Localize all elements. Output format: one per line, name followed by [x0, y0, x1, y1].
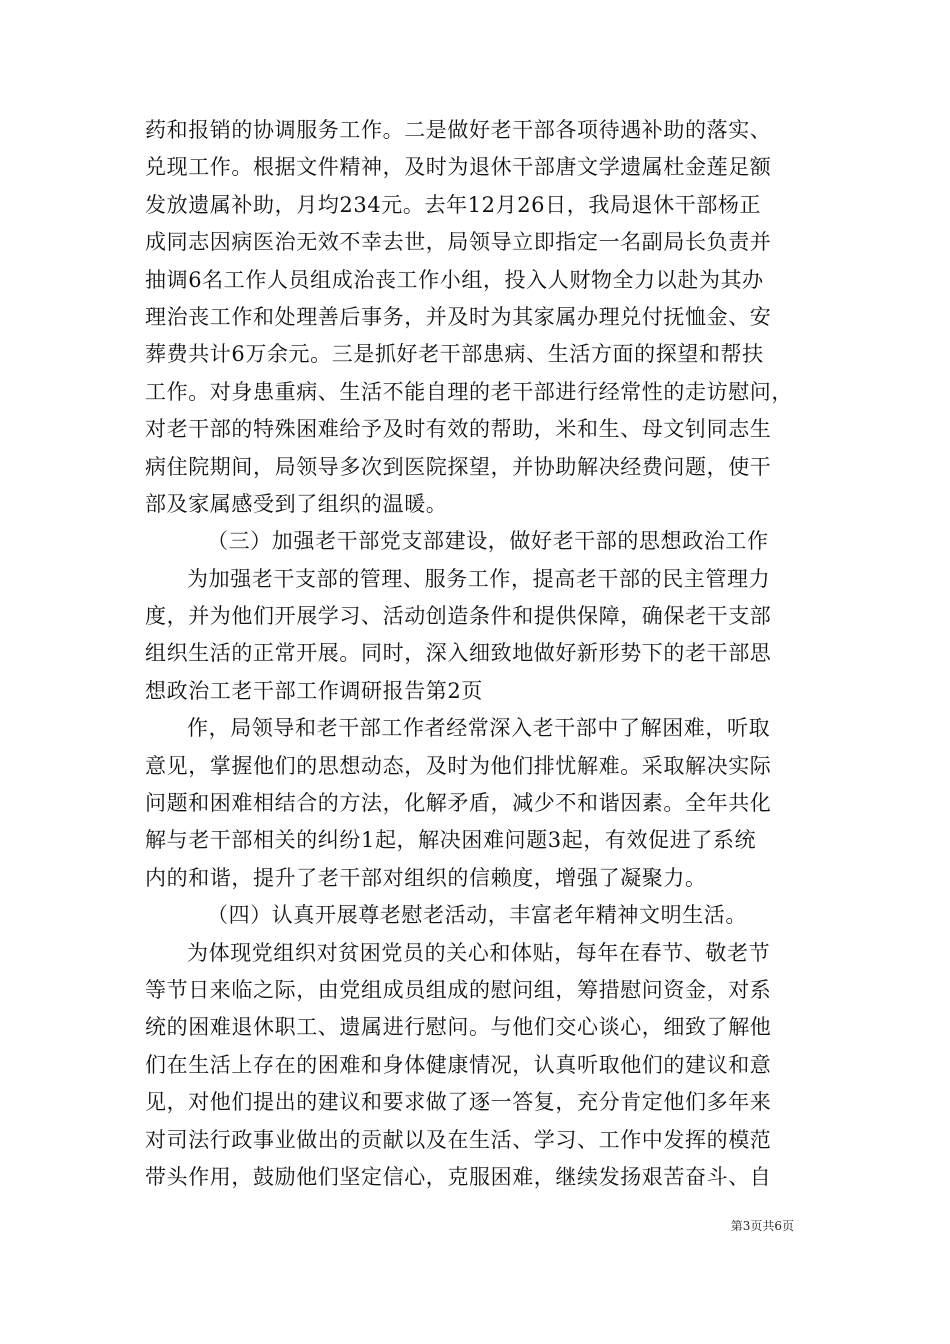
text-line: 意见，掌握他们的思想动态，及时为他们排忧解难。采取解决实际 — [145, 753, 772, 778]
text-line: 葬费共计6万余元。三是抓好老干部患病、生活方面的探望和帮扶 — [145, 342, 764, 367]
text-line: 药和报销的协调服务工作。二是做好老干部各项待遇补助的落实、 — [145, 118, 772, 142]
text-line: 部及家属感受到了组织的温暖。 — [145, 491, 448, 516]
text-line: 们在生活上存在的困难和身体健康情况，认真听取他们的建议和意 — [145, 1052, 772, 1077]
text-line: 抽调6名工作人员组成治丧工作小组，投入人财物全力以赴为其办 — [145, 267, 764, 292]
text-line: 成同志因病医治无效不幸去世，局领导立即指定一名副局长负责并 — [145, 230, 772, 255]
text-line: 带头作用，鼓励他们坚定信心，克服困难，继续发扬艰苦奋斗、自 — [145, 1164, 772, 1189]
text-line: 等节日来临之际，由党组成员组成的慰问组，筹措慰问资金，对系 — [145, 977, 772, 1002]
text-line: 工作。对身患重病、生活不能自理的老干部进行经常性的走访慰问， — [145, 379, 793, 404]
paragraph-first-line: 为加强老干支部的管理、服务工作，提高老干部的民主管理力 — [187, 566, 771, 591]
text-line: 问题和困难相结合的方法，化解矛盾，减少不和谐因素。全年共化 — [145, 791, 772, 816]
text-line: 内的和谐，提升了老干部对组织的信赖度，增强了凝聚力。 — [145, 865, 707, 890]
text-line: 对老干部的特殊困难给予及时有效的帮助，米和生、母文钊同志生 — [145, 417, 772, 442]
text-line: 对司法行政事业做出的贡献以及在生活、学习、工作中发挥的模范 — [145, 1127, 772, 1152]
text-line: 兑现工作。根据文件精神，及时为退休干部唐文学遗属杜金莲足额 — [145, 155, 772, 180]
text-line: 度，并为他们开展学习、活动创造条件和提供保障，确保老干支部 — [145, 604, 772, 629]
document-body — [145, 112, 825, 1196]
paragraph-first-line: 为体现党组织对贫困党员的关心和体贴，每年在春节、敬老节 — [187, 940, 771, 965]
text-line: 见，对他们提出的建议和要求做了逐一答复，充分肯定他们多年来 — [145, 1090, 772, 1115]
text-line: 想政治工老干部工作调研报告第2页 — [145, 678, 483, 703]
text-line: 病住院期间，局领导多次到医院探望，并协助解决经费问题，使干 — [145, 454, 772, 479]
page-number-footer: 第3页共6页 — [730, 1219, 794, 1233]
text-line: 解与老干部相关的纠纷1起，解决困难问题3起，有效促进了系统 — [145, 828, 757, 853]
text-line: 组织生活的正常开展。同时，深入细致地做好新形势下的老干部思 — [145, 641, 772, 666]
paragraph-first-line: 作，局领导和老干部工作者经常深入老干部中了解困难，听取 — [187, 716, 771, 741]
text-line: 发放遗属补助，月均234元。去年12月26日，我局退休干部杨正 — [145, 192, 762, 217]
text-line: 理治丧工作和处理善后事务，并及时为其家属办理兑付抚恤金、安 — [145, 304, 772, 329]
text-line: 统的困难退休职工、遗属进行慰问。与他们交心谈心，细致了解他 — [145, 1015, 772, 1040]
section-heading: （四）认真开展尊老慰老活动，丰富老年精神文明生活。 — [207, 903, 747, 928]
section-heading: （三）加强老干部党支部建设，做好老干部的思想政治工作 — [207, 529, 769, 554]
